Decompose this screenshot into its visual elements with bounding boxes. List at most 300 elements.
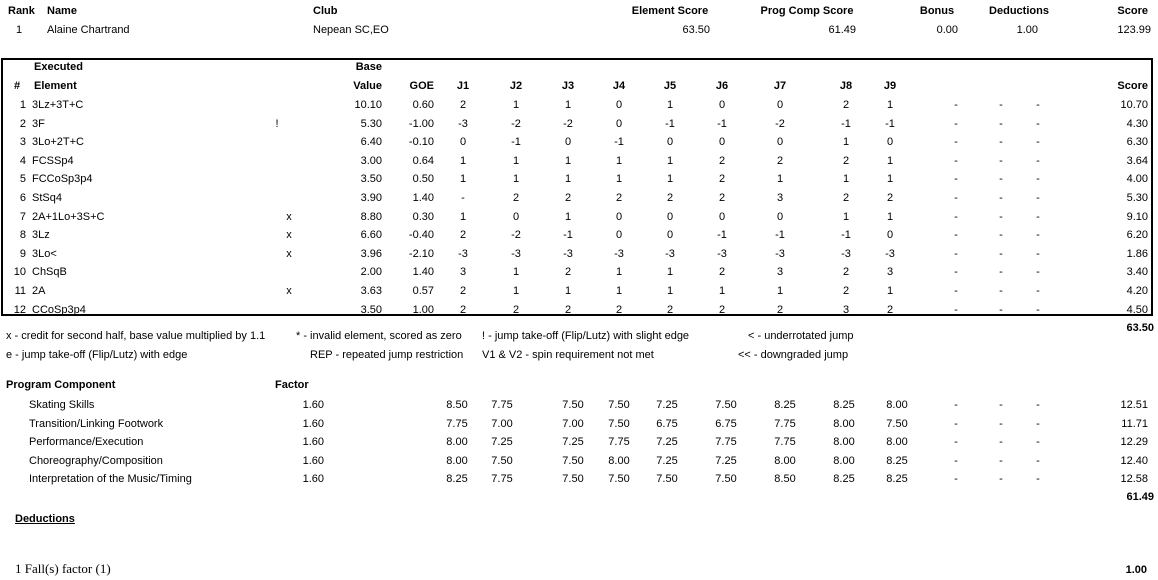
judge-8-mark: 2	[842, 192, 850, 204]
judge-2-mark: 2	[512, 192, 520, 204]
pc-extra-judge-mark: -	[999, 436, 1003, 449]
deductions-value: 1.00	[1016, 24, 1038, 36]
element-row	[0, 170, 1158, 188]
pc-judge-5-mark: 7.25	[656, 399, 678, 411]
pc-judge-4-mark: 8.00	[608, 454, 630, 467]
judge-9-mark: 2	[886, 303, 894, 316]
extra-judge-mark: -	[999, 303, 1003, 316]
element-score: 4.00	[1126, 173, 1148, 186]
pc-extra-judge-mark: -	[954, 399, 958, 411]
legend-invalid: * - invalid element, scored as zero	[296, 330, 462, 342]
element-code: 2A	[32, 285, 46, 297]
judge-5-mark: 2	[666, 303, 674, 316]
pc-extra-judge-mark: -	[1036, 436, 1040, 449]
extra-judge-mark: -	[954, 173, 958, 186]
extra-judge-mark: -	[999, 154, 1003, 167]
judge-1-mark: 3	[459, 266, 467, 279]
judge-8-mark: 2	[842, 266, 850, 279]
goe-value: 0.57	[412, 285, 434, 297]
judge-7-mark: 2	[776, 303, 784, 316]
base-value: 10.10	[354, 99, 382, 111]
judge-2-mark: 1	[512, 173, 520, 186]
rank-value: 1	[16, 24, 23, 36]
judge-3-mark: 1	[564, 285, 572, 297]
extra-judge-mark: -	[954, 192, 958, 204]
j7-header: J7	[773, 80, 787, 92]
extra-judge-mark: -	[1036, 247, 1040, 260]
pc-judge-9-mark: 8.00	[886, 399, 908, 411]
base-value: 2.00	[360, 266, 382, 279]
element-number: 12	[13, 303, 26, 316]
judge-8-mark: 2	[842, 285, 850, 297]
judge-4-mark: 1	[615, 285, 623, 297]
pc-judge-2-mark: 7.25	[491, 436, 513, 449]
judge-4-mark: -1	[614, 136, 624, 149]
pc-judge-9-mark: 8.25	[886, 454, 908, 467]
extra-judge-mark: -	[954, 117, 958, 130]
element-number: 4	[19, 154, 26, 167]
extra-judge-mark: -	[1036, 303, 1040, 316]
pc-judge-7-mark: 8.25	[774, 399, 796, 411]
element-info-flag: x	[286, 210, 292, 223]
goe-value: 0.30	[412, 210, 434, 223]
judge-1-mark: -	[461, 192, 465, 204]
pc-judge-3-mark: 7.50	[562, 454, 584, 467]
judge-9-mark: -3	[885, 247, 895, 260]
judge-3-mark: 1	[564, 173, 572, 186]
element-row	[0, 96, 1158, 114]
judge-2-mark: -1	[511, 136, 521, 149]
base-value: 3.63	[360, 285, 382, 297]
element-row	[0, 282, 1158, 300]
element-row	[0, 152, 1158, 170]
goe-value: 1.40	[412, 192, 434, 204]
deductions-header: Deductions	[989, 5, 1049, 17]
judge-5-mark: 0	[666, 136, 674, 149]
pc-judge-7-mark: 8.50	[774, 473, 796, 486]
extra-judge-mark: -	[1036, 266, 1040, 279]
element-score: 10.70	[1120, 99, 1148, 111]
bonus-header: Bonus	[919, 5, 955, 17]
j3-header: J3	[561, 80, 575, 92]
judge-7-mark: 3	[776, 266, 784, 279]
extra-judge-mark: -	[999, 136, 1003, 149]
judge-3-mark: 0	[564, 136, 572, 149]
base-value: 8.80	[360, 210, 382, 223]
extra-judge-mark: -	[954, 136, 958, 149]
pc-extra-judge-mark: -	[999, 399, 1003, 411]
goe-header: GOE	[409, 80, 434, 92]
element-score: 4.30	[1126, 117, 1148, 130]
pc-judge-2-mark: 7.50	[491, 454, 513, 467]
judge-8-mark: -1	[841, 229, 851, 242]
legend-slight-edge: ! - jump take-off (Flip/Lutz) with slight edge	[482, 330, 690, 342]
judge-8-mark: 2	[842, 154, 850, 167]
judge-7-mark: -1	[775, 229, 785, 242]
judge-1-mark: 2	[459, 99, 467, 111]
judge-3-mark: 2	[564, 266, 572, 279]
pc-factor: 1.60	[302, 399, 324, 411]
total-score-header: Score	[1117, 5, 1148, 17]
j5-header: J5	[663, 80, 677, 92]
pc-name: Skating Skills	[29, 399, 95, 411]
judge-9-mark: 3	[886, 266, 894, 279]
element-number: 11	[14, 285, 26, 297]
pc-judge-1-mark: 7.75	[446, 417, 468, 430]
pc-judge-2-mark: 7.75	[491, 399, 513, 411]
club-header: Club	[313, 5, 338, 17]
judge-2-mark: -2	[511, 229, 521, 242]
deduction-value: 1.00	[1125, 564, 1147, 576]
j6-header: J6	[715, 80, 729, 92]
pc-judge-8-mark: 8.00	[833, 417, 855, 430]
number-header: #	[14, 80, 21, 92]
element-info-flag: x	[286, 229, 292, 242]
extra-judge-mark: -	[1036, 173, 1040, 186]
pc-judge-6-mark: 7.50	[715, 473, 737, 486]
element-number: 2	[19, 117, 26, 130]
pc-judge-4-mark: 7.50	[608, 473, 630, 486]
element-code: 2A+1Lo+3S+C	[32, 210, 105, 223]
pc-extra-judge-mark: -	[999, 454, 1003, 467]
pc-judge-6-mark: 7.25	[715, 454, 737, 467]
pc-judge-1-mark: 8.25	[446, 473, 468, 486]
judge-5-mark: -3	[665, 247, 675, 260]
j8-header: J8	[839, 80, 853, 92]
judge-7-mark: 0	[776, 99, 784, 111]
judge-5-mark: 1	[666, 154, 674, 167]
judge-7-mark: 0	[776, 136, 784, 149]
element-row	[0, 189, 1158, 207]
judge-3-mark: 1	[564, 210, 572, 223]
pc-extra-judge-mark: -	[1036, 473, 1040, 486]
element-number: 9	[19, 247, 26, 260]
judge-6-mark: 2	[718, 192, 726, 204]
judge-9-mark: 2	[886, 192, 894, 204]
judge-7-mark: 2	[776, 154, 784, 167]
judge-3-mark: 1	[564, 154, 572, 167]
pc-judge-2-mark: 7.00	[491, 417, 513, 430]
total-score-value: 123.99	[1117, 24, 1151, 36]
pc-judge-2-mark: 7.75	[491, 473, 513, 486]
element-code: 3Lz	[32, 229, 50, 242]
judge-2-mark: 1	[512, 99, 520, 111]
judge-5-mark: 1	[666, 173, 674, 186]
legend-edge: e - jump take-off (Flip/Lutz) with edge	[6, 349, 188, 361]
element-number: 5	[19, 173, 26, 186]
pc-factor: 1.60	[302, 436, 324, 449]
pc-judge-8-mark: 8.25	[833, 473, 855, 486]
judge-5-mark: 1	[666, 266, 674, 279]
element-header: Element	[34, 80, 77, 92]
pc-judge-7-mark: 7.75	[774, 417, 796, 430]
element-score-value: 63.50	[682, 24, 710, 36]
judge-3-mark: -3	[563, 247, 573, 260]
base-value: 5.30	[360, 117, 382, 130]
judge-8-mark: 2	[842, 99, 850, 111]
element-number: 1	[19, 99, 26, 111]
element-row	[0, 301, 1158, 319]
pc-judge-7-mark: 8.00	[774, 454, 796, 467]
judge-4-mark: 0	[615, 99, 623, 111]
judge-4-mark: -3	[614, 247, 624, 260]
element-code: CCoSp3p4	[32, 303, 86, 316]
pc-judge-1-mark: 8.00	[446, 436, 468, 449]
pc-judge-4-mark: 7.50	[608, 399, 630, 411]
judge-2-mark: 0	[512, 210, 520, 223]
pc-judge-5-mark: 7.50	[656, 473, 678, 486]
extra-judge-mark: -	[954, 285, 958, 297]
j1-header: J1	[456, 80, 470, 92]
element-code: 3Lo+2T+C	[32, 136, 84, 149]
base-value: 3.96	[360, 247, 382, 260]
element-code: 3F	[32, 117, 45, 130]
judge-3-mark: 2	[564, 303, 572, 316]
judge-8-mark: 1	[842, 136, 850, 149]
judge-1-mark: -3	[458, 117, 468, 130]
element-row	[0, 263, 1158, 281]
judge-4-mark: 1	[615, 266, 623, 279]
element-row	[0, 245, 1158, 263]
judge-1-mark: 2	[459, 229, 467, 242]
element-info-flag: x	[286, 285, 292, 297]
legend-underrotated: < - underrotated jump	[748, 330, 854, 342]
judge-5-mark: 0	[666, 210, 674, 223]
base-value: 3.90	[360, 192, 382, 204]
judge-1-mark: 1	[459, 154, 467, 167]
pc-name: Interpretation of the Music/Timing	[29, 473, 192, 486]
pc-row	[0, 470, 1158, 488]
pc-judge-3-mark: 7.50	[562, 473, 584, 486]
judge-4-mark: 0	[615, 210, 623, 223]
judge-6-mark: -3	[717, 247, 727, 260]
judge-9-mark: 1	[886, 210, 894, 223]
judge-2-mark: 1	[512, 266, 520, 279]
rank-header: Rank	[8, 5, 35, 17]
elements-total: 63.50	[1126, 322, 1154, 334]
base-value: 3.50	[360, 303, 382, 316]
base-value: 3.00	[360, 154, 382, 167]
base-header: Base	[355, 61, 382, 73]
program-component-header: Program Component	[6, 379, 116, 391]
judge-4-mark: 0	[615, 229, 623, 242]
judge-4-mark: 2	[615, 192, 623, 204]
element-number: 3	[19, 136, 26, 149]
prog-comp-score-header: Prog Comp Score	[760, 5, 854, 17]
skater-name: Alaine Chartrand	[47, 24, 130, 36]
base-value: 6.60	[360, 229, 382, 242]
pc-judge-6-mark: 7.50	[715, 399, 737, 411]
j9-header: J9	[883, 80, 897, 92]
pc-name: Performance/Execution	[29, 436, 144, 449]
extra-judge-mark: -	[954, 229, 958, 242]
element-number: 7	[19, 210, 26, 223]
pc-judge-4-mark: 7.50	[608, 417, 630, 430]
pc-total: 61.49	[1126, 491, 1154, 503]
judge-5-mark: 1	[666, 285, 674, 297]
judge-7-mark: 3	[776, 192, 784, 204]
pc-judge-8-mark: 8.00	[833, 436, 855, 449]
judge-1-mark: 2	[459, 285, 467, 297]
extra-judge-mark: -	[999, 285, 1003, 297]
pc-score: 12.40	[1120, 454, 1148, 467]
judge-2-mark: 1	[512, 154, 520, 167]
pc-row	[0, 433, 1158, 451]
pc-extra-judge-mark: -	[1036, 399, 1040, 411]
judge-1-mark: 1	[459, 173, 467, 186]
value-header: Value	[353, 80, 382, 92]
pc-extra-judge-mark: -	[954, 417, 958, 430]
pc-judge-6-mark: 7.75	[715, 436, 737, 449]
pc-judge-1-mark: 8.00	[446, 454, 468, 467]
name-header: Name	[47, 5, 77, 17]
element-score: 3.64	[1126, 154, 1148, 167]
judge-5-mark: 0	[666, 229, 674, 242]
pc-extra-judge-mark: -	[1036, 454, 1040, 467]
legend-downgraded: << - downgraded jump	[738, 349, 849, 361]
pc-judge-1-mark: 8.50	[446, 399, 468, 411]
element-score: 4.20	[1126, 285, 1148, 297]
pc-row	[0, 415, 1158, 433]
pc-extra-judge-mark: -	[954, 454, 958, 467]
judge-3-mark: 1	[564, 99, 572, 111]
pc-judge-5-mark: 7.25	[656, 436, 678, 449]
goe-value: 0.64	[412, 154, 434, 167]
pc-extra-judge-mark: -	[1036, 417, 1040, 430]
base-value: 6.40	[360, 136, 382, 149]
judge-1-mark: -3	[458, 247, 468, 260]
extra-judge-mark: -	[1036, 136, 1040, 149]
judge-8-mark: -3	[841, 247, 851, 260]
club-value: Nepean SC,EO	[313, 24, 389, 36]
pc-score: 12.58	[1120, 473, 1148, 486]
pc-judge-6-mark: 6.75	[715, 417, 737, 430]
judge-2-mark: 1	[512, 285, 520, 297]
pc-score: 11.71	[1121, 417, 1148, 430]
extra-judge-mark: -	[1036, 117, 1040, 130]
extra-judge-mark: -	[954, 154, 958, 167]
extra-judge-mark: -	[999, 210, 1003, 223]
judge-8-mark: -1	[841, 117, 851, 130]
judge-3-mark: -1	[563, 229, 573, 242]
pc-extra-judge-mark: -	[999, 473, 1003, 486]
extra-judge-mark: -	[999, 266, 1003, 279]
extra-judge-mark: -	[999, 192, 1003, 204]
judge-1-mark: 0	[459, 136, 467, 149]
pc-judge-8-mark: 8.00	[833, 454, 855, 467]
judge-6-mark: 0	[718, 99, 726, 111]
element-score-header: Element Score	[631, 5, 709, 17]
extra-judge-mark: -	[954, 266, 958, 279]
element-score: 6.20	[1126, 229, 1148, 242]
extra-judge-mark: -	[954, 247, 958, 260]
pc-name: Choreography/Composition	[29, 454, 163, 467]
extra-judge-mark: -	[1036, 154, 1040, 167]
judge-9-mark: -1	[885, 117, 895, 130]
pc-judge-3-mark: 7.50	[562, 399, 584, 411]
goe-value: -0.10	[408, 136, 434, 149]
judge-6-mark: -1	[717, 117, 727, 130]
judge-5-mark: 2	[666, 192, 674, 204]
pc-judge-9-mark: 8.00	[886, 436, 908, 449]
pc-judge-7-mark: 7.75	[774, 436, 796, 449]
legend-rep: REP - repeated jump restriction	[310, 349, 464, 361]
pc-factor: 1.60	[302, 417, 324, 430]
pc-judge-9-mark: 8.25	[886, 473, 908, 486]
extra-judge-mark: -	[1036, 285, 1040, 297]
judge-9-mark: 1	[886, 154, 894, 167]
judge-7-mark: -2	[775, 117, 785, 130]
extra-judge-mark: -	[1036, 210, 1040, 223]
pc-judge-8-mark: 8.25	[833, 399, 855, 411]
pc-judge-5-mark: 7.25	[656, 454, 678, 467]
legend-spin: V1 & V2 - spin requirement not met	[482, 349, 654, 361]
element-score: 9.10	[1126, 210, 1148, 223]
factor-header: Factor	[275, 379, 309, 391]
element-row	[0, 115, 1158, 133]
extra-judge-mark: -	[1036, 192, 1040, 204]
judge-6-mark: 2	[718, 303, 726, 316]
judge-6-mark: 2	[718, 173, 726, 186]
pc-extra-judge-mark: -	[999, 417, 1003, 430]
extra-judge-mark: -	[954, 210, 958, 223]
pc-judge-3-mark: 7.00	[562, 417, 584, 430]
judge-8-mark: 1	[842, 173, 850, 186]
goe-value: 1.00	[412, 303, 434, 316]
pc-judge-5-mark: 6.75	[656, 417, 678, 430]
element-score: 5.30	[1126, 192, 1148, 204]
judge-7-mark: -3	[775, 247, 785, 260]
goe-value: 0.50	[412, 173, 434, 186]
prog-comp-score-value: 61.49	[828, 24, 856, 36]
legend-x: x - credit for second half, base value multiplied by 1.1	[6, 330, 266, 342]
judge-9-mark: 1	[886, 99, 894, 111]
extra-judge-mark: -	[1036, 229, 1040, 242]
judge-9-mark: 0	[886, 136, 894, 149]
pc-factor: 1.60	[302, 473, 324, 486]
judge-6-mark: 0	[718, 210, 726, 223]
extra-judge-mark: -	[1036, 99, 1040, 111]
extra-judge-mark: -	[999, 117, 1003, 130]
j4-header: J4	[612, 80, 626, 92]
pc-judge-3-mark: 7.25	[562, 436, 584, 449]
score-header: Score	[1117, 80, 1148, 92]
judge-8-mark: 3	[842, 303, 850, 316]
extra-judge-mark: -	[999, 173, 1003, 186]
pc-row	[0, 396, 1158, 414]
goe-value: 0.60	[412, 99, 434, 111]
element-row	[0, 133, 1158, 151]
pc-row	[0, 452, 1158, 470]
element-info-flag: !	[275, 117, 279, 130]
goe-value: 1.40	[412, 266, 434, 279]
goe-value: -2.10	[408, 247, 434, 260]
pc-name: Transition/Linking Footwork	[29, 417, 164, 430]
extra-judge-mark: -	[999, 247, 1003, 260]
judge-6-mark: -1	[717, 229, 727, 242]
element-row	[0, 208, 1158, 226]
base-value: 3.50	[360, 173, 382, 186]
element-info-flag: x	[286, 247, 292, 260]
element-code: 3Lo<	[32, 247, 57, 260]
judge-8-mark: 1	[842, 210, 850, 223]
element-score: 4.50	[1126, 303, 1148, 316]
judge-1-mark: 1	[459, 210, 467, 223]
judge-3-mark: -2	[563, 117, 573, 130]
element-code: FCCoSp3p4	[32, 173, 93, 186]
judge-6-mark: 2	[718, 266, 726, 279]
judge-6-mark: 0	[718, 136, 726, 149]
